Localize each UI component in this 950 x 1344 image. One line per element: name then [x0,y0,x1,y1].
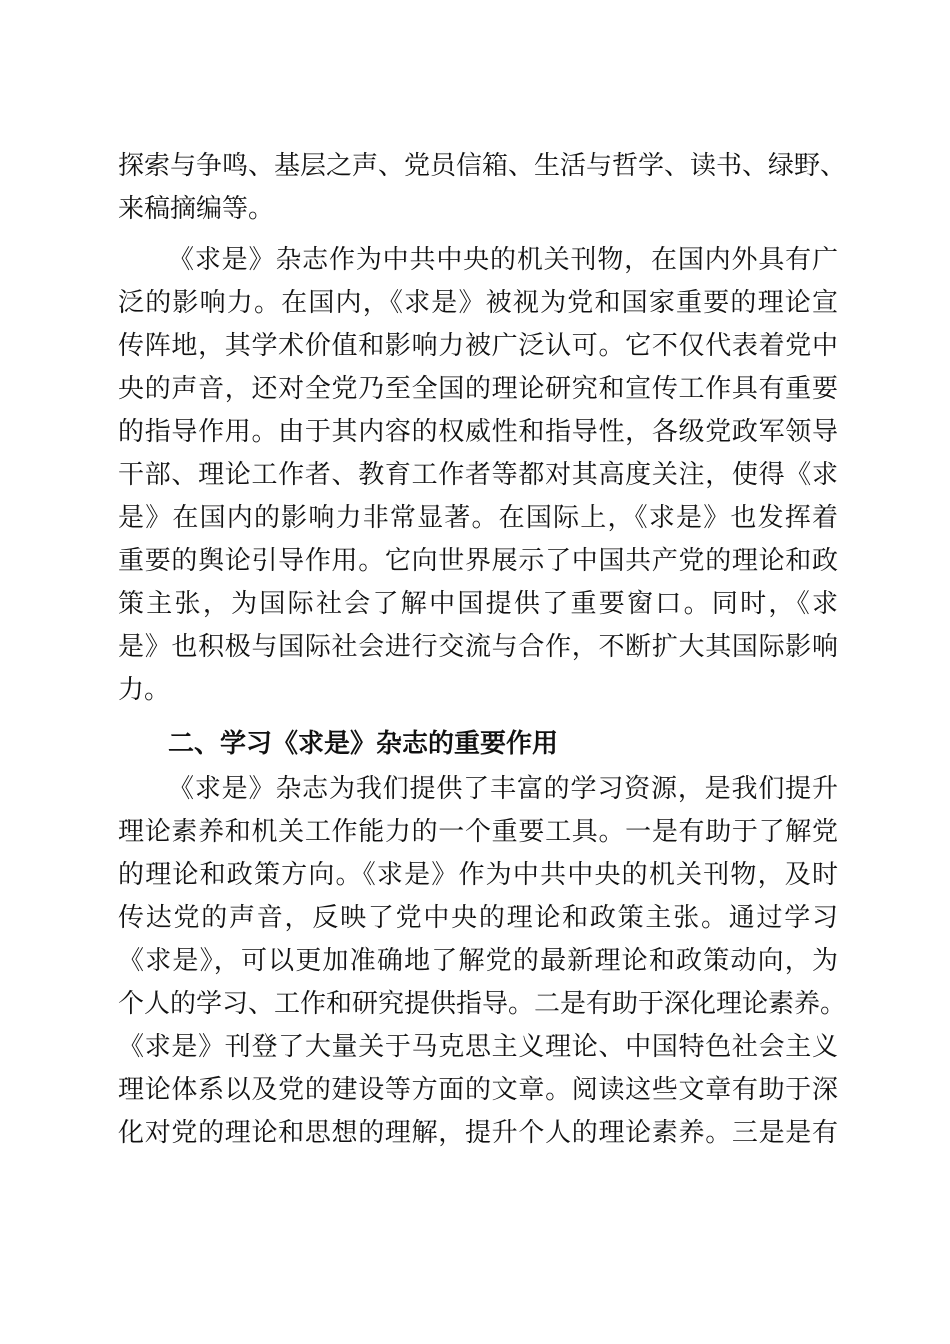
text-line: 力。 [118,675,171,705]
text-line: 《求是》，可以更加准确地了解党的最新理论和政策动向，为 [118,946,838,976]
text-line: 泛的影响力。在国内，《求是》被视为党和国家重要的理论宣 [118,288,838,318]
text-line: 化对党的理论和思想的理解，提升个人的理论素养。三是是有 [118,1118,838,1148]
text-line: 探索与争鸣、基层之声、党员信箱、生活与哲学、读书、绿野、 [118,151,847,181]
text-line: 个人的学习、工作和研究提供指导。二是有助于深化理论素养。 [118,989,847,1019]
section-heading: 二、学习《求是》杂志的重要作用 [168,729,559,759]
text-line: 干部、理论工作者、教育工作者等都对其高度关注，使得《求 [118,460,838,490]
text-line: 理论体系以及党的建设等方面的文章。阅读这些文章有助于深 [118,1075,838,1105]
text-line: 《求是》刊登了大量关于马克思主义理论、中国特色社会主义 [118,1032,838,1062]
text-line: 《求是》杂志作为中共中央的机关刊物，在国内外具有广 [168,245,838,275]
text-line: 传达党的声音，反映了党中央的理论和政策主张。通过学习 [118,903,838,933]
text-line: 《求是》杂志为我们提供了丰富的学习资源，是我们提升 [168,774,838,804]
text-line: 是》在国内的影响力非常显著。在国际上，《求是》也发挥着 [118,503,838,533]
text-line: 是》也积极与国际社会进行交流与合作，不断扩大其国际影响 [118,632,838,662]
text-line: 策主张，为国际社会了解中国提供了重要窗口。同时，《求 [118,589,838,619]
text-line: 的指导作用。由于其内容的权威性和指导性，各级党政军领导 [118,417,838,447]
text-line: 来稿摘编等。 [118,194,275,224]
text-line: 的理论和政策方向。《求是》作为中共中央的机关刊物，及时 [118,860,838,890]
text-line: 央的声音，还对全党乃至全国的理论研究和宣传工作具有重要 [118,374,838,404]
text-line: 理论素养和机关工作能力的一个重要工具。一是有助于了解党 [118,817,838,847]
text-line: 传阵地，其学术价值和影响力被广泛认可。它不仅代表着党中 [118,331,838,361]
text-line: 重要的舆论引导作用。它向世界展示了中国共产党的理论和政 [118,546,838,576]
